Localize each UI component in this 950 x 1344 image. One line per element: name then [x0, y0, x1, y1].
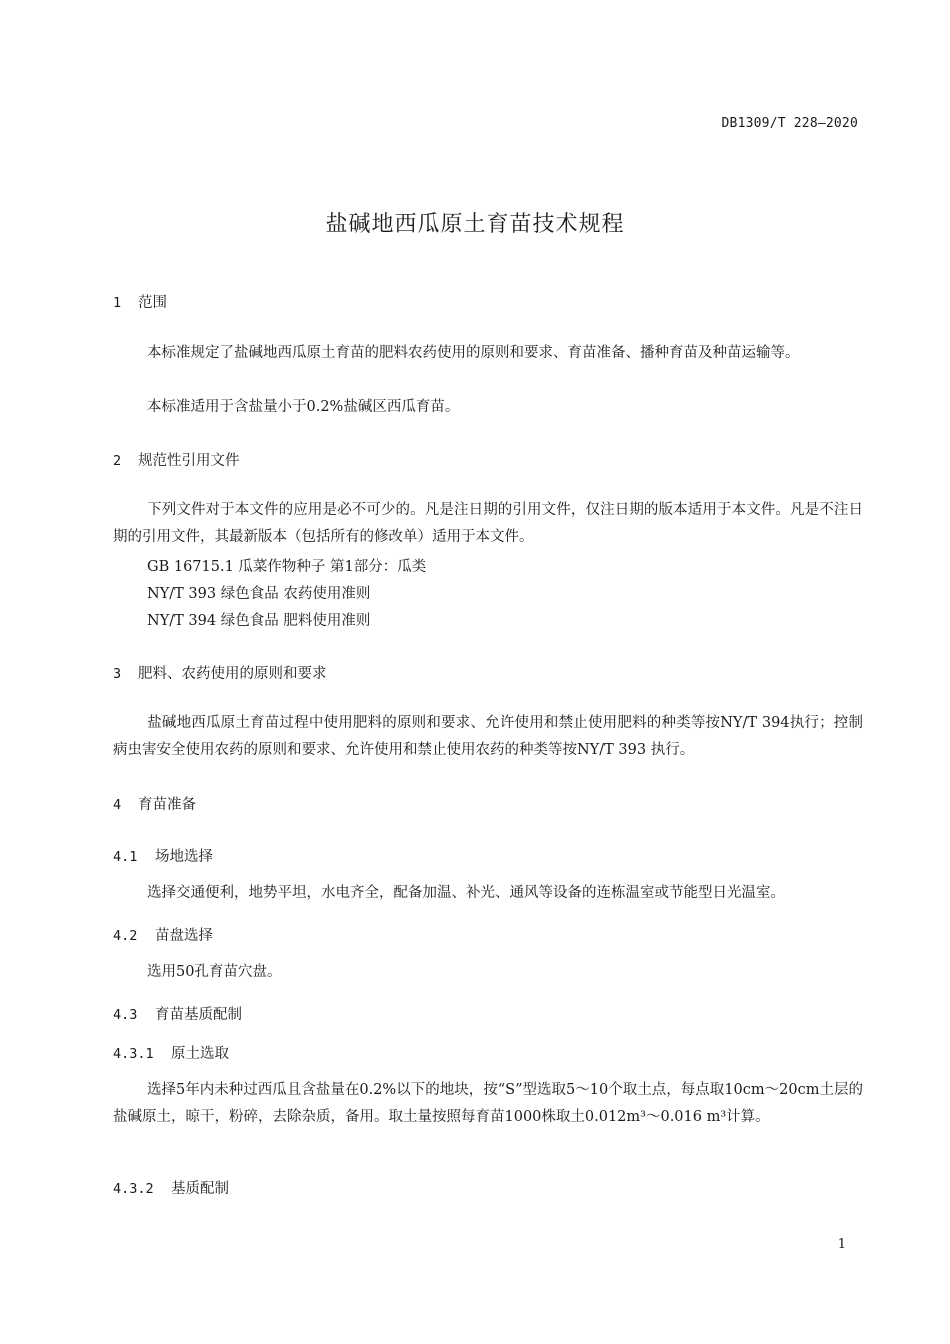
- reference-item: GB 16715.1 瓜菜作物种子 第1部分：瓜类: [147, 559, 427, 575]
- section-4-1-paragraph-1: [113, 880, 863, 907]
- paragraph-text: 选择交通便利，地势平坦，水电齐全，配备加温、补光、通风等设备的连栋温室或节能型日光温室。: [147, 885, 785, 901]
- section-4-3-1-paragraph-1: [113, 1077, 863, 1131]
- section-title: 育苗准备: [138, 797, 196, 813]
- document-code: DB1309/T 228—2020: [721, 116, 858, 131]
- paragraph-text: 本标准规定了盐碱地西瓜原土育苗的肥料农药使用的原则和要求、育苗准备、播种育苗及种苗运输等。: [147, 345, 800, 361]
- paragraph-text: 下列文件对于本文件的应用是必不可少的。凡是注日期的引用文件，仅注日期的版本适用于本文件。凡是不注日期的引用文件，其最新版本（包括所有的修改单）适用于本文件。: [113, 502, 863, 545]
- section-4-3-heading: [113, 1003, 242, 1024]
- section-title: 原土选取: [171, 1046, 229, 1062]
- paragraph-text: 选用50孔育苗穴盘。: [147, 964, 282, 980]
- section-3-heading: [113, 662, 327, 683]
- section-number: 4.2: [113, 928, 138, 944]
- section-4-3-1-heading: [113, 1042, 229, 1063]
- document-title: 盐碱地西瓜原土育苗技术规程: [325, 212, 625, 237]
- section-number: 3: [113, 666, 122, 682]
- section-title: 肥料、农药使用的原则和要求: [138, 666, 327, 682]
- section-2-paragraph-1: [113, 497, 863, 551]
- section-number: 4.1: [113, 849, 138, 865]
- section-4-heading: [113, 793, 196, 814]
- page-number: 1: [837, 1237, 846, 1252]
- reference-item: NY/T 393 绿色食品 农药使用准则: [147, 586, 371, 602]
- section-1-paragraph-1: [113, 340, 863, 367]
- section-title: 苗盘选择: [155, 928, 213, 944]
- paragraph-text: 本标准适用于含盐量小于0.2%盐碱区西瓜育苗。: [147, 399, 460, 415]
- section-1-paragraph-2: [113, 394, 863, 421]
- section-2-heading: [113, 449, 240, 470]
- section-title: 基质配制: [171, 1181, 229, 1197]
- section-number: 4.3.2: [113, 1181, 154, 1197]
- section-title: 范围: [138, 295, 167, 311]
- section-4-3-2-heading: [113, 1177, 229, 1198]
- section-title: 育苗基质配制: [155, 1007, 242, 1023]
- section-4-2-paragraph-1: [113, 959, 863, 986]
- reference-item: NY/T 394 绿色食品 肥料使用准则: [147, 613, 371, 629]
- section-number: 1: [113, 295, 122, 311]
- section-4-1-heading: [113, 845, 213, 866]
- section-number: 4.3: [113, 1007, 138, 1023]
- section-title: 规范性引用文件: [138, 453, 240, 469]
- section-title: 场地选择: [155, 849, 213, 865]
- paragraph-text: 选择5年内未种过西瓜且含盐量在0.2%以下的地块，按“S”型选取5～10个取土点，每点取10cm～20cm土层的盐碱原土，晾干，粉碎，去除杂质，备用。取土量按照每育苗1000株取土0.012m³～0.016 m³计算。: [113, 1082, 863, 1125]
- section-1-heading: [113, 291, 167, 312]
- section-number: 4: [113, 797, 122, 813]
- section-3-paragraph-1: [113, 710, 863, 764]
- section-number: 2: [113, 453, 122, 469]
- paragraph-text: 盐碱地西瓜原土育苗过程中使用肥料的原则和要求、允许使用和禁止使用肥料的种类等按NY/T 394执行；控制病虫害安全使用农药的原则和要求、允许使用和禁止使用农药的种类等按NY/T 393 执行。: [113, 715, 863, 758]
- section-4-2-heading: [113, 924, 213, 945]
- section-number: 4.3.1: [113, 1046, 154, 1062]
